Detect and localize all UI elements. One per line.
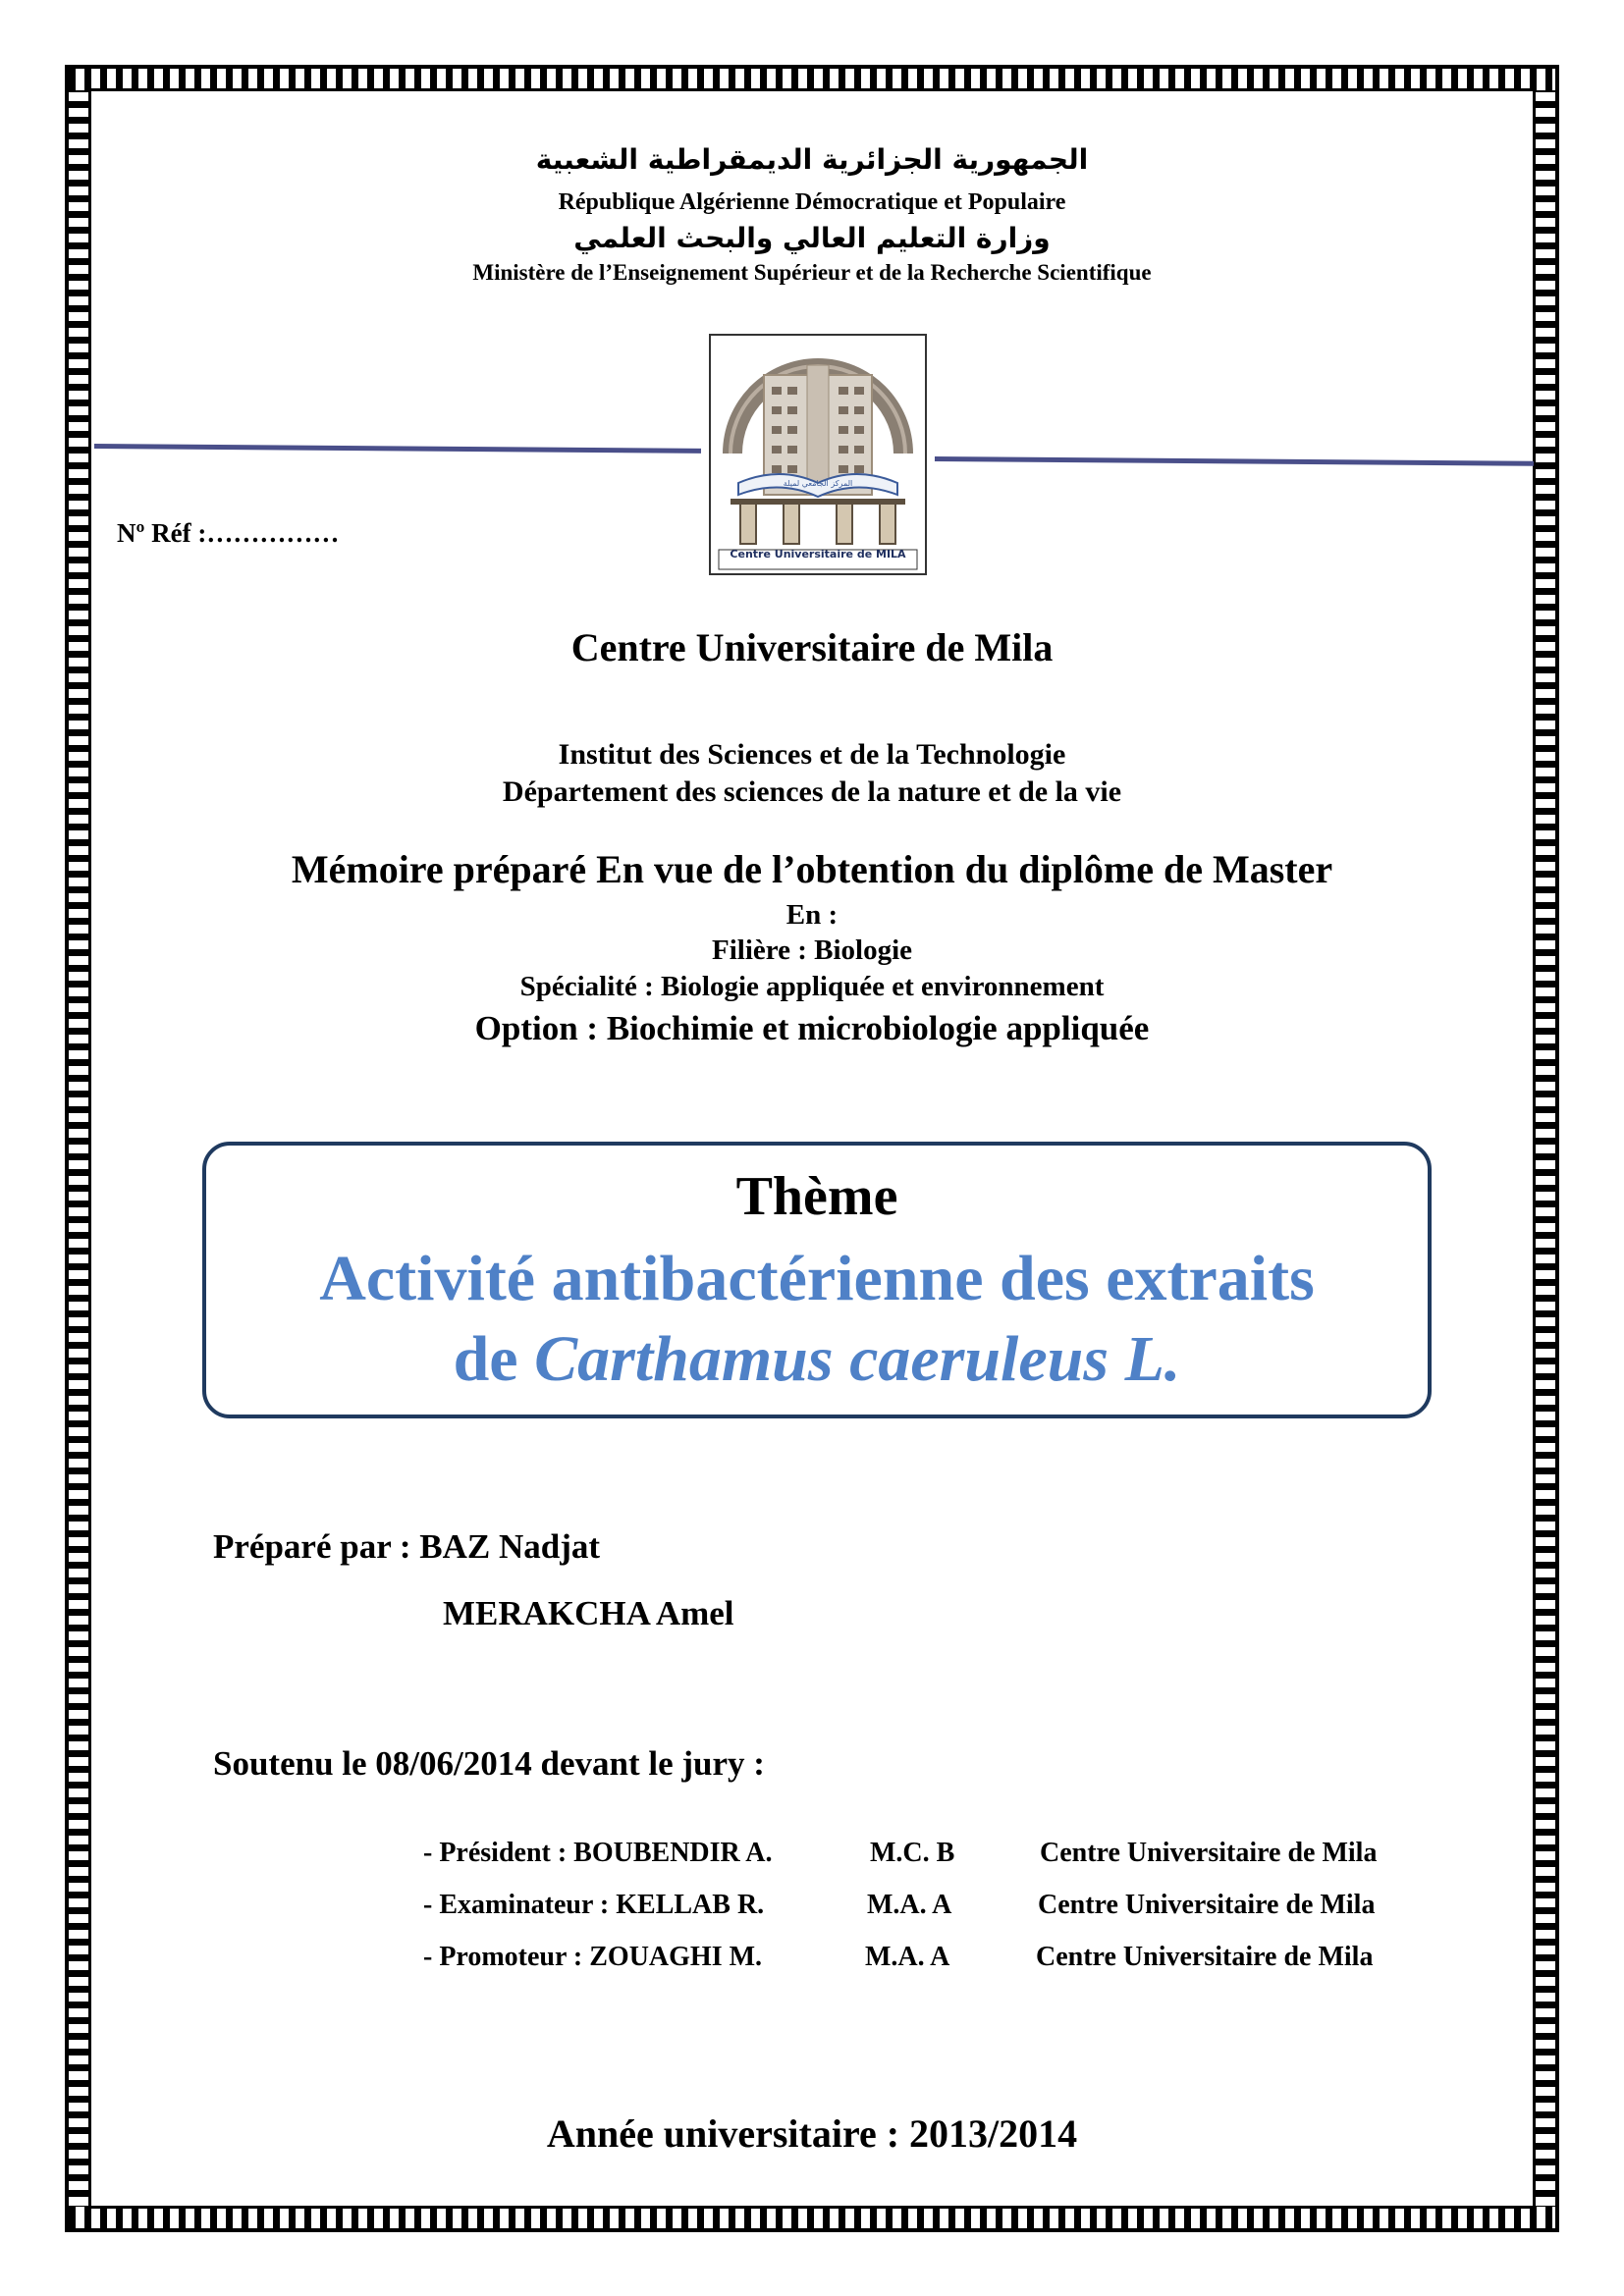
option: Option : Biochimie et microbiologie appliquée xyxy=(474,1009,1150,1047)
department-name: Département des sciences de la nature et de la vie xyxy=(502,775,1122,808)
jury-grade: M.C. B xyxy=(870,1838,955,1868)
reference-number xyxy=(117,518,339,549)
reference-label: Nº Réf : xyxy=(117,518,207,548)
jury-row xyxy=(0,1890,1624,1929)
logo-caption: Centre Universitaire de MILA xyxy=(730,548,906,561)
author-1: BAZ Nadjat xyxy=(419,1527,601,1566)
academic-year: Année universitaire : 2013/2014 xyxy=(546,2111,1078,2156)
building-arch-icon xyxy=(711,336,925,573)
jury-grade: M.A. A xyxy=(867,1890,952,1920)
university-logo xyxy=(709,334,927,575)
memoire-en: En : xyxy=(785,899,839,931)
republic-title: République Algérienne Démocratique et Populaire xyxy=(558,189,1066,215)
jury-institution: Centre Universitaire de Mila xyxy=(1038,1890,1376,1920)
theme-title-line1: Activité antibactérienne des extraits xyxy=(319,1243,1315,1314)
jury-role: - Président : BOUBENDIR A. xyxy=(423,1838,773,1868)
reference-dots: …………… xyxy=(206,518,340,548)
author-2: MERAKCHA Amel xyxy=(443,1594,734,1632)
prepared-by xyxy=(213,1527,600,1567)
specialite: Spécialité : Biologie appliquée et environnement xyxy=(519,971,1105,1002)
jury-institution: Centre Universitaire de Mila xyxy=(1036,1942,1374,1972)
ministry-title: Ministère de l’Enseignement Supérieur et de la Recherche Scientifique xyxy=(472,260,1152,285)
institution-name: Centre Universitaire de Mila xyxy=(570,625,1054,669)
species-name: Carthamus caeruleus L. xyxy=(534,1323,1181,1395)
jury-role: - Examinateur : KELLAB R. xyxy=(423,1890,765,1920)
arabic-republic-title: الجمهورية الجزائرية الديمقراطية الشعبية xyxy=(535,143,1089,176)
jury-row xyxy=(0,1838,1624,1877)
prepared-label: Préparé par : xyxy=(213,1527,411,1566)
jury-row xyxy=(0,1942,1624,1981)
theme-box xyxy=(202,1142,1432,1418)
theme-title-line2 xyxy=(206,1322,1428,1397)
memoire-title: Mémoire préparé En vue de l’obtention du diplôme de Master xyxy=(291,847,1333,891)
filiere: Filière : Biologie xyxy=(711,934,913,966)
jury-institution: Centre Universitaire de Mila xyxy=(1040,1838,1378,1868)
arabic-ministry-title: وزارة التعليم العالي والبحث العلمي xyxy=(573,222,1051,254)
theme-title-prefix: de xyxy=(453,1323,535,1395)
jury-grade: M.A. A xyxy=(865,1942,950,1972)
jury-role: - Promoteur : ZOUAGHI M. xyxy=(423,1942,763,1972)
theme-label: Thème xyxy=(735,1166,898,1227)
institute-name: Institut des Sciences et de la Technologie xyxy=(558,738,1066,771)
logo-arabic-caption: المركز الجامعي لميلة xyxy=(783,479,853,488)
defense-date: Soutenu le 08/06/2014 devant le jury : xyxy=(213,1744,765,1783)
